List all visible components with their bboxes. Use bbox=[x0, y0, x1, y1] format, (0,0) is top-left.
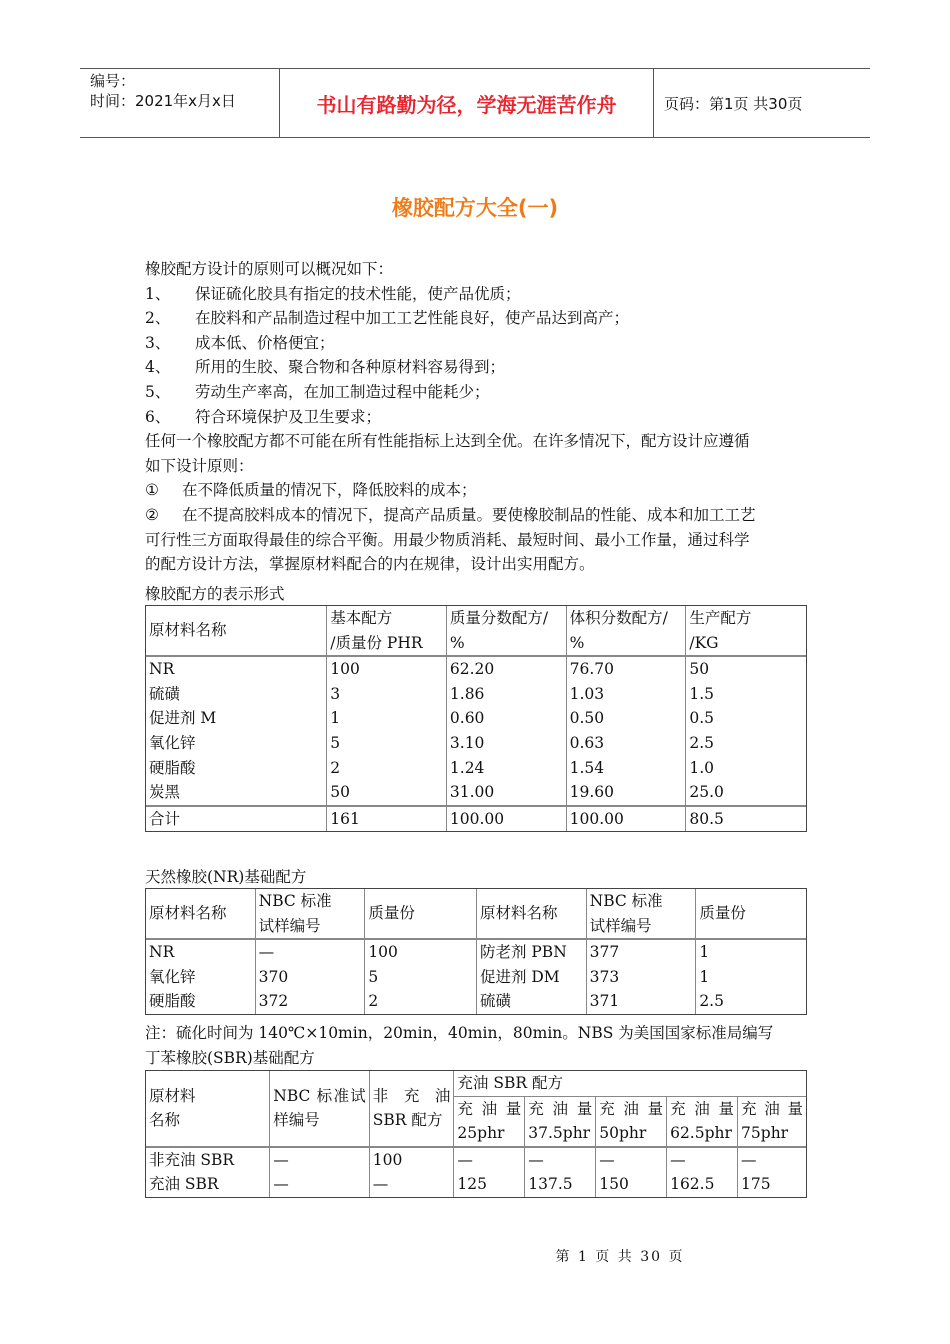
circled-item: ② 在不提高胶料成本的情况下，提高产品质量。要使橡胶制品的性能、成本和加工工艺 bbox=[145, 505, 756, 524]
intro-text: 橡胶配方设计的原则可以概况如下： bbox=[145, 260, 394, 278]
header-motto: 书山有路勤为径，学海无涯苦作舟 bbox=[280, 69, 654, 137]
nr-formula-table bbox=[145, 888, 807, 1015]
table2-note: 注：硫化时间为 140℃×10min，20min，40min，80min。NBS 为美国国家标准局编写 bbox=[145, 1024, 774, 1042]
table-header-cell: 基本配方 bbox=[330, 609, 393, 627]
table-row: NR 100 62.20 76.70 50 bbox=[146, 657, 806, 682]
table-header-cell: NBC 标准试 bbox=[273, 1086, 366, 1105]
table-header-cell: 试样编号 bbox=[589, 916, 652, 935]
table-header-row bbox=[146, 889, 806, 940]
table-row: 氧化锌 370 5 促进剂 DM 373 1 bbox=[146, 965, 806, 990]
table3-caption: 丁苯橡胶(SBR)基础配方 bbox=[145, 1049, 315, 1067]
table-header-cell: 体积分数配方/ bbox=[569, 609, 668, 627]
principle-item: 4、 所用的生胶、聚合物和各种原材料容易得到； bbox=[145, 358, 506, 377]
paragraph-line: 的配方设计方法，掌握原材料配合的内在规律，设计出实用配方。 bbox=[145, 555, 595, 574]
paragraph-line: 如下设计原则： bbox=[145, 456, 254, 475]
table-header-cell: 名称 bbox=[149, 1111, 181, 1130]
table-header-cell: 充 油 量 bbox=[670, 1099, 735, 1118]
table-header-cell: /质量份 PHR bbox=[330, 633, 423, 652]
body-text bbox=[145, 257, 807, 577]
table2-caption: 天然橡胶(NR)基础配方 bbox=[145, 868, 307, 886]
table-header-cell: 25phr bbox=[457, 1124, 505, 1143]
table-header-cell: NBC 标准 bbox=[589, 892, 663, 910]
table-header-cell: 充 油 量 bbox=[599, 1099, 664, 1118]
circled-item: ① 在不降低质量的情况下，降低胶料的成本； bbox=[145, 481, 477, 500]
page-header bbox=[80, 68, 870, 138]
table-header-cell: NBC 标准 bbox=[258, 892, 332, 910]
table-row: 硬脂酸 372 2 硫磺 371 2.5 bbox=[146, 989, 806, 1014]
table-header-cell: 充油 SBR 配方 bbox=[454, 1071, 806, 1097]
table-header-cell: 充 油 量 bbox=[741, 1099, 803, 1118]
table-header-cell: 质量份 bbox=[368, 904, 415, 923]
table-header-cell: % bbox=[569, 633, 585, 652]
table-header-row bbox=[146, 606, 806, 657]
table-header-cell: SBR 配方 bbox=[372, 1111, 443, 1130]
formula-table bbox=[145, 605, 807, 832]
principle-item: 1、 保证硫化胶具有指定的技术性能，使产品优质； bbox=[145, 284, 521, 303]
table-row: 硬脂酸 2 1.24 1.54 1.0 bbox=[146, 756, 806, 781]
table-row: NR — 100 防老剂 PBN 377 1 bbox=[146, 940, 806, 965]
principle-item: 2、 在胶料和产品制造过程中加工工艺性能良好，使产品达到高产； bbox=[145, 309, 630, 328]
date-label: 时间：2021年x月x日 bbox=[90, 92, 236, 110]
principle-item: 5、 劳动生产率高，在加工制造过程中能耗少； bbox=[145, 382, 490, 401]
header-page-info: 页码：第1页 共30页 bbox=[664, 94, 803, 113]
table-row: 非充油 SBR — 100 — — — — — bbox=[146, 1148, 806, 1173]
table-header-cell: 原材料 bbox=[149, 1086, 196, 1105]
paragraph-line: 可行性三方面取得最佳的综合平衡。用最少物质消耗、最短时间、最小工作量，通过科学 bbox=[145, 530, 750, 549]
number-label: 编号： bbox=[90, 72, 136, 90]
sbr-formula-table bbox=[145, 1070, 807, 1198]
table-header-cell: 原材料名称 bbox=[149, 904, 227, 923]
table-header-cell: 试样编号 bbox=[258, 916, 321, 935]
table-row: 充油 SBR — — 125 137.5 150 162.5 175 bbox=[146, 1172, 806, 1197]
table-row: 氧化锌 5 3.10 0.63 2.5 bbox=[146, 731, 806, 756]
table-header-cell: 50phr bbox=[599, 1124, 647, 1143]
page-footer: 第 1 页 共 30 页 bbox=[555, 1249, 685, 1265]
table-header-cell: % bbox=[449, 633, 465, 652]
table-header-cell: 75phr bbox=[741, 1124, 789, 1143]
paragraph-line: 任何一个橡胶配方都不可能在所有性能指标上达到全优。在许多情况下，配方设计应遵循 bbox=[145, 432, 750, 451]
table-header-row bbox=[146, 1071, 806, 1097]
table-row: 促进剂 M 1 0.60 0.50 0.5 bbox=[146, 706, 806, 731]
table-row: 炭黑 50 31.00 19.60 25.0 bbox=[146, 780, 806, 805]
table-header-cell: 质量份 bbox=[699, 904, 746, 923]
table-header-cell: 原材料名称 bbox=[149, 621, 227, 640]
table-header-cell: 非 充 油 bbox=[372, 1086, 451, 1105]
table-header-cell: 充 油 量 bbox=[457, 1099, 522, 1118]
table-header-cell: 生产配方 bbox=[689, 609, 752, 627]
table-header-cell: 62.5phr bbox=[670, 1124, 732, 1143]
header-meta bbox=[80, 69, 280, 137]
principle-item: 3、 成本低、价格便宜； bbox=[145, 333, 335, 352]
table-header-cell: 样编号 bbox=[273, 1111, 320, 1130]
table-header-cell: 充 油 量 bbox=[528, 1099, 593, 1118]
table-header-cell: /KG bbox=[689, 633, 719, 652]
principle-item: 6、 符合环境保护及卫生要求； bbox=[145, 407, 382, 426]
table1-caption: 橡胶配方的表示形式 bbox=[145, 585, 285, 603]
table-row: 硫磺 3 1.86 1.03 1.5 bbox=[146, 682, 806, 707]
table-total-row: 合计 161 100.00 100.00 80.5 bbox=[146, 805, 806, 832]
document-title: 橡胶配方大全(一) bbox=[391, 196, 559, 220]
table-header-cell: 质量分数配方/ bbox=[449, 609, 549, 627]
table-header-cell: 37.5phr bbox=[528, 1124, 591, 1143]
table-header-cell: 原材料名称 bbox=[479, 904, 558, 923]
